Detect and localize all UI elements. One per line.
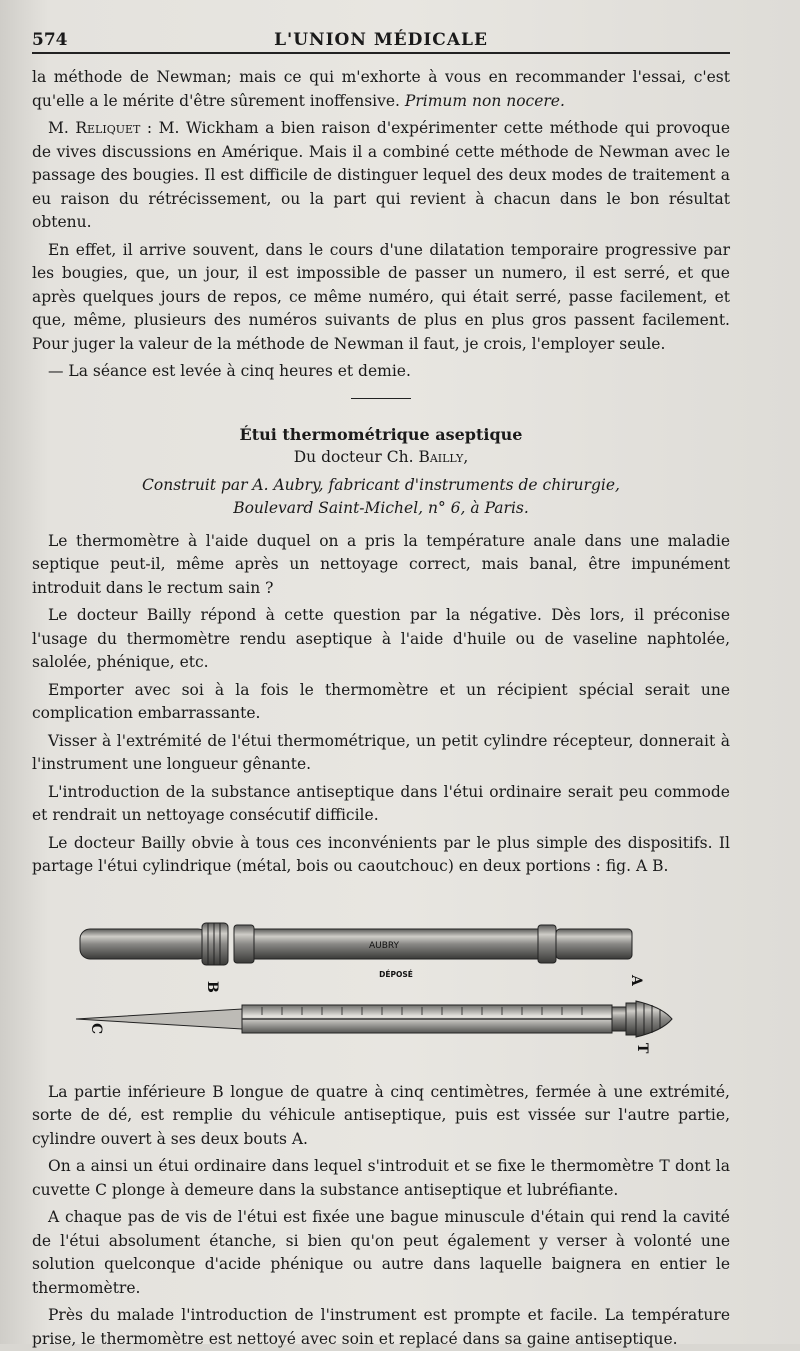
paragraph-3: En effet, il arrive souvent, dans le cours d'une dilatation temporaire progressive par les bougies, que, un jour, il est impossible de passer un numero, il est serré, et que après quelques jours de repos, ce même numéro, qui était serré, passe facilement, et que, même, plusieurs des numéros suivants de plus en plus gros passent facilement. Pour juger la valeur de la méthode de Newman il faut, je crois, l'employer seule. [32, 240, 730, 353]
paragraph-5: Le thermomètre à l'aide duquel on a pris la température anale dans une maladie septique peut-il, même après un nettoyage correct, mais banal, être impunément introduit dans le rectum sain ? [32, 531, 730, 597]
paragraph-14: Près du malade l'introduction de l'instrument est prompte et facile. La température prise, le thermomètre est nettoyé avec soin et replacé dans sa gaine antiseptique. [32, 1306, 730, 1348]
paragraph-13: A chaque pas de vis de l'étui est fixée une bague minuscule d'étain qui rend la cavité de l'étui absolument étanche, si bien qu'on peut également y verser à volonté une solution quelconque d'acide phénique ou autre dans laquelle baignera en entier le thermomètre. [32, 1208, 730, 1297]
case-part-b [80, 923, 228, 965]
section-rule [351, 398, 411, 399]
label-a: A [628, 974, 644, 986]
thermometer [76, 1001, 672, 1037]
paragraph-10: Le docteur Bailly obvie à tous ces inconvénients par le plus simple des dispositifs. Il partage l'étui cylindrique (métal, bois ou caoutchouc) en deux portions : fig. A B. [32, 833, 730, 875]
paragraph-8: Visser à l'extrémité de l'étui thermométrique, un petit cylindre récepteur, donnerait à l'instrument une longueur gênante. [32, 731, 730, 773]
engraving-name: AUBRY [368, 940, 400, 951]
page-number: 574 [32, 30, 68, 50]
running-title: L'UNION MÉDICALE [274, 30, 488, 50]
label-t: T [634, 1042, 650, 1053]
paragraph-9: L'introduction de la substance antiseptique dans l'étui ordinaire serait peu commode et rendrait un nettoyage consécutif difficile. [32, 782, 730, 824]
paragraph-11: La partie inférieure B longue de quatre à cinq centimètres, fermée à une extrémité, sorte de dé, est remplie du véhicule antiseptique, puis est vissée sur l'autre partie, cylindre ouvert à ses deux bouts A. [32, 1082, 730, 1148]
paragraph-2: M. Reliquet : M. Wickham a bien raison d'expérimenter cette méthode qui provoque de vives discussions en Amérique. Mais il a combiné cette méthode de Newman avec le passage des bougies. Il est difficile de distinguer lequel des deux modes de traitement a eu raison du rétrécissement, ou la part qui revient à chacun dans le bon résultat obtenu. [32, 119, 731, 231]
thermometer-case-figure [32, 885, 730, 1075]
latin-quote: Primum non nocere. [404, 91, 565, 110]
article-credit: Construit par A. Aubry, fabricant d'instruments de chirurgie, Boulevard Saint-Michel, n° 6, à Paris. [142, 475, 620, 517]
session-closing: — La séance est levée à cinq heures et demie. [48, 362, 411, 380]
paragraph-7: Emporter avec soi à la fois le thermomètre et un récipient spécial serait une complication embarrassante. [32, 680, 730, 722]
figure-engraving [32, 885, 730, 1075]
speaker-name: M. Reliquet [48, 119, 141, 137]
paragraph-1: la méthode de Newman; mais ce qui m'exhorte à vous en recommander l'essai, c'est qu'elle a le mérite d'être sûrement inoffensive. Primum non nocere. [32, 68, 730, 110]
article-title: Étui thermométrique aseptique [239, 424, 523, 444]
paragraph-12: On a ainsi un étui ordinaire dans lequel s'introduit et se fixe le thermomètre T dont la cuvette C plonge à demeure dans la substance antiseptique et lubréfiante. [32, 1157, 730, 1199]
label-b: B [204, 980, 220, 993]
case-part-a [234, 925, 632, 963]
page-header [32, 28, 730, 54]
engraving-mark: DÉPOSÉ [379, 969, 413, 979]
article-byline: Du docteur Ch. Bailly, [293, 447, 469, 466]
paragraph-6: Le docteur Bailly répond à cette question par la négative. Dès lors, il préconise l'usage du thermomètre rendu aseptique à l'aide d'huile ou de vaseline naphtolée, salolée, phénique, etc. [32, 606, 730, 671]
label-c: C [88, 1022, 104, 1034]
